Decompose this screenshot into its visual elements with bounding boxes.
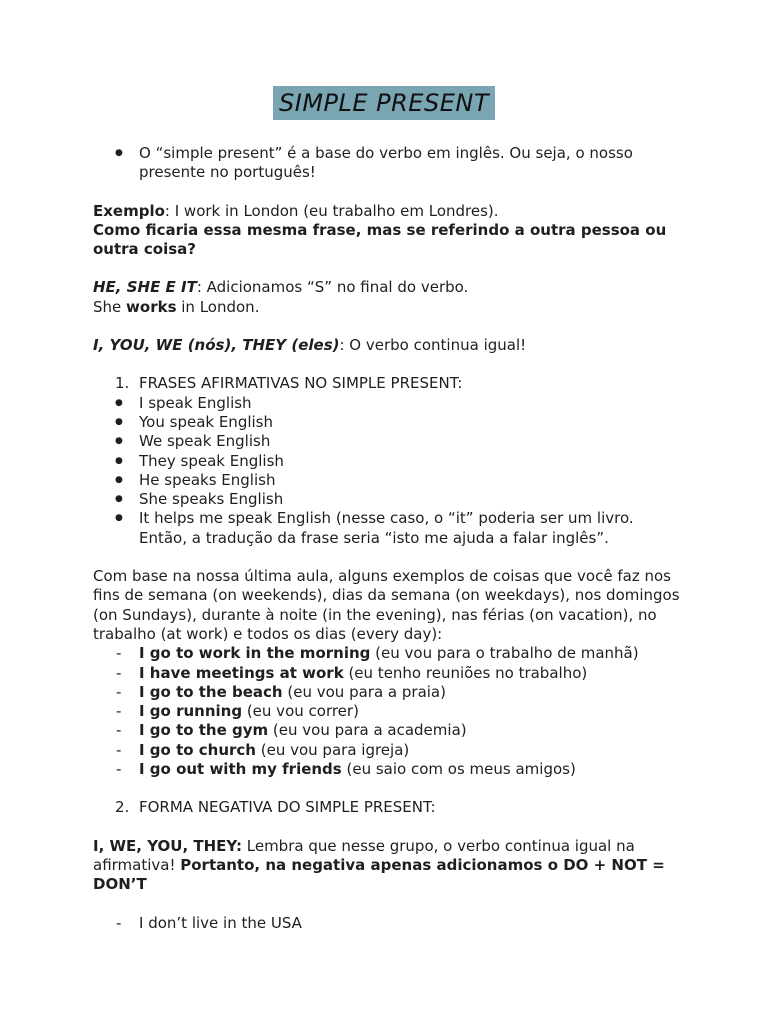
- i-you-label: I, YOU, WE (nós), THEY (eles): [93, 336, 340, 355]
- list-item: ● It helps me speak English (nesse caso, o “it” poderia ser um livro. Então, a tradução da frase seria “isto me ajuda a falar inglês”.: [93, 509, 683, 548]
- he-she-it-example-pre: She: [93, 297, 127, 316]
- intro-bullet: ● O “simple present” é a base do verbo em inglês. Ou seja, o nosso presente no português!: [93, 144, 683, 183]
- routine-translation: (eu vou para a praia): [282, 682, 446, 701]
- i-you-text: : O verbo continua igual!: [339, 336, 527, 355]
- list-item: ● I speak English: [93, 394, 683, 413]
- list-item: [93, 664, 683, 683]
- he-she-it-example-post: in London.: [176, 297, 260, 316]
- negative-list: [93, 914, 683, 933]
- negative-rule-text: Lembra que nesse grupo, o verbo continua igual na afirmativa!: [93, 836, 635, 874]
- document-body: [93, 144, 683, 933]
- negative-rule-emphasis: Portanto, na negativa apenas adicionamos o DO + NOT = DON’T: [93, 855, 665, 894]
- routine-phrase: I go to church: [139, 740, 256, 759]
- example-paragraph: [93, 202, 683, 221]
- negative-rule-label: I, WE, YOU, THEY:: [93, 836, 242, 855]
- routine-translation: (eu vou para igreja): [255, 740, 410, 759]
- list-item: ● He speaks English: [93, 471, 683, 490]
- routine-translation: (eu vou para a academia): [268, 721, 467, 740]
- he-she-it-rule: [93, 278, 683, 297]
- he-she-it-example: [93, 298, 683, 317]
- i-you-rule: [93, 336, 683, 355]
- section2-title: FORMA NEGATIVA DO SIMPLE PRESENT:: [139, 798, 436, 817]
- he-she-it-text: : Adicionamos “S” no final do verbo.: [196, 278, 469, 297]
- list-item: [93, 721, 683, 740]
- example-text: : I work in London (eu trabalho em Londres).: [164, 201, 499, 220]
- example-question: Como ficaria essa mesma frase, mas se referindo a outra pessoa ou outra coisa?: [93, 220, 667, 259]
- routine-phrase: I go to the beach: [139, 682, 283, 701]
- intro-list: [93, 144, 683, 183]
- section1-heading: [93, 374, 683, 393]
- section1-title: FRASES AFIRMATIVAS NO SIMPLE PRESENT:: [139, 374, 463, 393]
- list-item: ● She speaks English: [93, 490, 683, 509]
- routine-translation: (eu vou correr): [242, 702, 359, 721]
- routine-translation: (eu vou para o trabalho de manhã): [370, 644, 639, 663]
- affirmative-list: [93, 394, 683, 548]
- routine-phrase: I go to the gym: [139, 721, 269, 740]
- list-item: - I don’t live in the USA: [93, 914, 683, 933]
- routine-list: [93, 644, 683, 779]
- routine-translation: (eu saio com os meus amigos): [341, 760, 576, 779]
- list-item: [93, 741, 683, 760]
- list-item: ● They speak English: [93, 452, 683, 471]
- routine-translation: (eu tenho reuniões no trabalho): [343, 663, 588, 682]
- negative-rule: [93, 837, 683, 895]
- section2-heading: [93, 798, 683, 817]
- section1-number: 1.: [115, 374, 130, 393]
- section2-number: 2.: [115, 798, 130, 817]
- list-item: [93, 644, 683, 663]
- routine-intro: Com base na nossa última aula, alguns exemplos de coisas que você faz nos fins de semana (on weekends), dias da semana (on weekdays), nos domingos (on Sundays), durante à noite (in the evening), nas férias (on vacation), no trabalho (at work) e todos os dias (every day):: [93, 567, 680, 643]
- example-label: Exemplo: [93, 201, 165, 220]
- page-title: SIMPLE PRESENT: [273, 86, 495, 120]
- routine-phrase: I go out with my friends: [139, 760, 342, 779]
- he-she-it-label: HE, SHE E IT: [93, 278, 197, 297]
- routine-phrase: I have meetings at work: [139, 663, 344, 682]
- routine-phrase: I go to work in the morning: [139, 644, 371, 663]
- list-item: [93, 702, 683, 721]
- list-item: [93, 683, 683, 702]
- he-she-it-example-verb: works: [126, 297, 177, 316]
- title-wrap: [0, 86, 768, 120]
- routine-phrase: I go running: [139, 702, 243, 721]
- list-item: ● We speak English: [93, 432, 683, 451]
- list-item: [93, 760, 683, 779]
- list-item: ● You speak English: [93, 413, 683, 432]
